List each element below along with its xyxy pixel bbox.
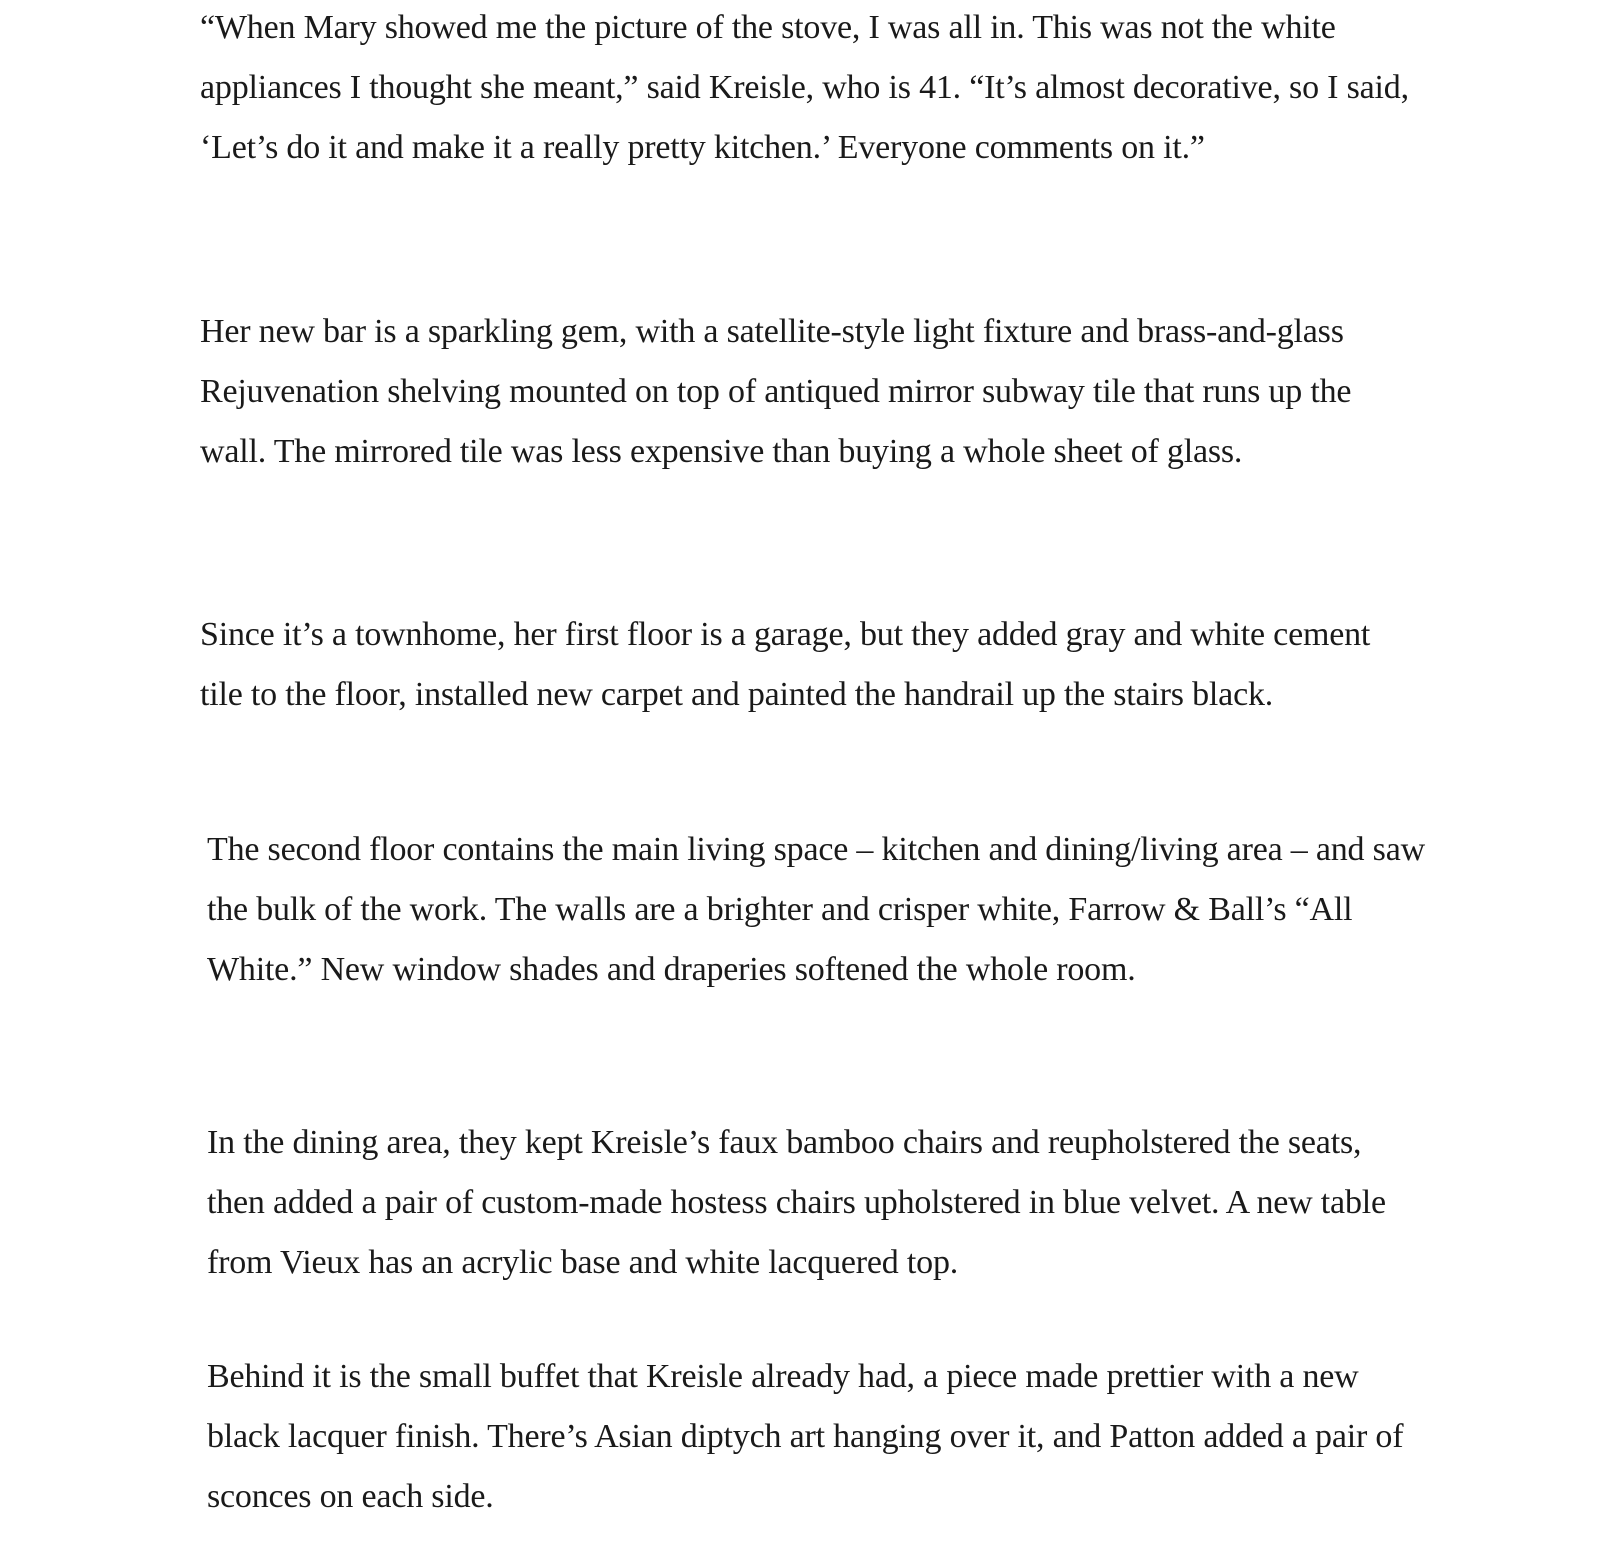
article-paragraph-dining-area: In the dining area, they kept Kreisle’s faux bamboo chairs and reupholstered the seats, then added a pair of custom-made hostess chairs upholstered in blue velvet. A new table from Vieux has an acrylic base and white lacquered top. — [207, 1124, 1386, 1281]
article-paragraph-stove-quote: “When Mary showed me the picture of the stove, I was all in. This was not the white appliances I thought she meant,” said Kreisle, who is 41. “It’s almost decorative, so I said, ‘Let’s do it and make it a really pretty kitchen.’ Everyone comments on it.” — [200, 9, 1409, 166]
article-paragraph-buffet: Behind it is the small buffet that Kreisle already had, a piece made prettier with a new black lacquer finish. There’s Asian diptych art hanging over it, and Patton added a pair of sconces on each side. — [207, 1358, 1404, 1515]
article-paragraph-second-floor: The second floor contains the main living space – kitchen and dining/living area – and saw the bulk of the work. The walls are a brighter and crisper white, Farrow & Ball’s “All White.” New window shades and draperies softened the whole room. — [207, 831, 1425, 988]
article-paragraph-first-floor: Since it’s a townhome, her first floor is a garage, but they added gray and white cement tile to the floor, installed new carpet and painted the handrail up the stairs black. — [200, 616, 1371, 713]
article-paragraph-bar: Her new bar is a sparkling gem, with a satellite-style light fixture and brass-and-glass Rejuvenation shelving mounted on top of antiqued mirror subway tile that runs up the wall. The mirrored tile was less expensive than buying a whole sheet of glass. — [200, 313, 1352, 470]
